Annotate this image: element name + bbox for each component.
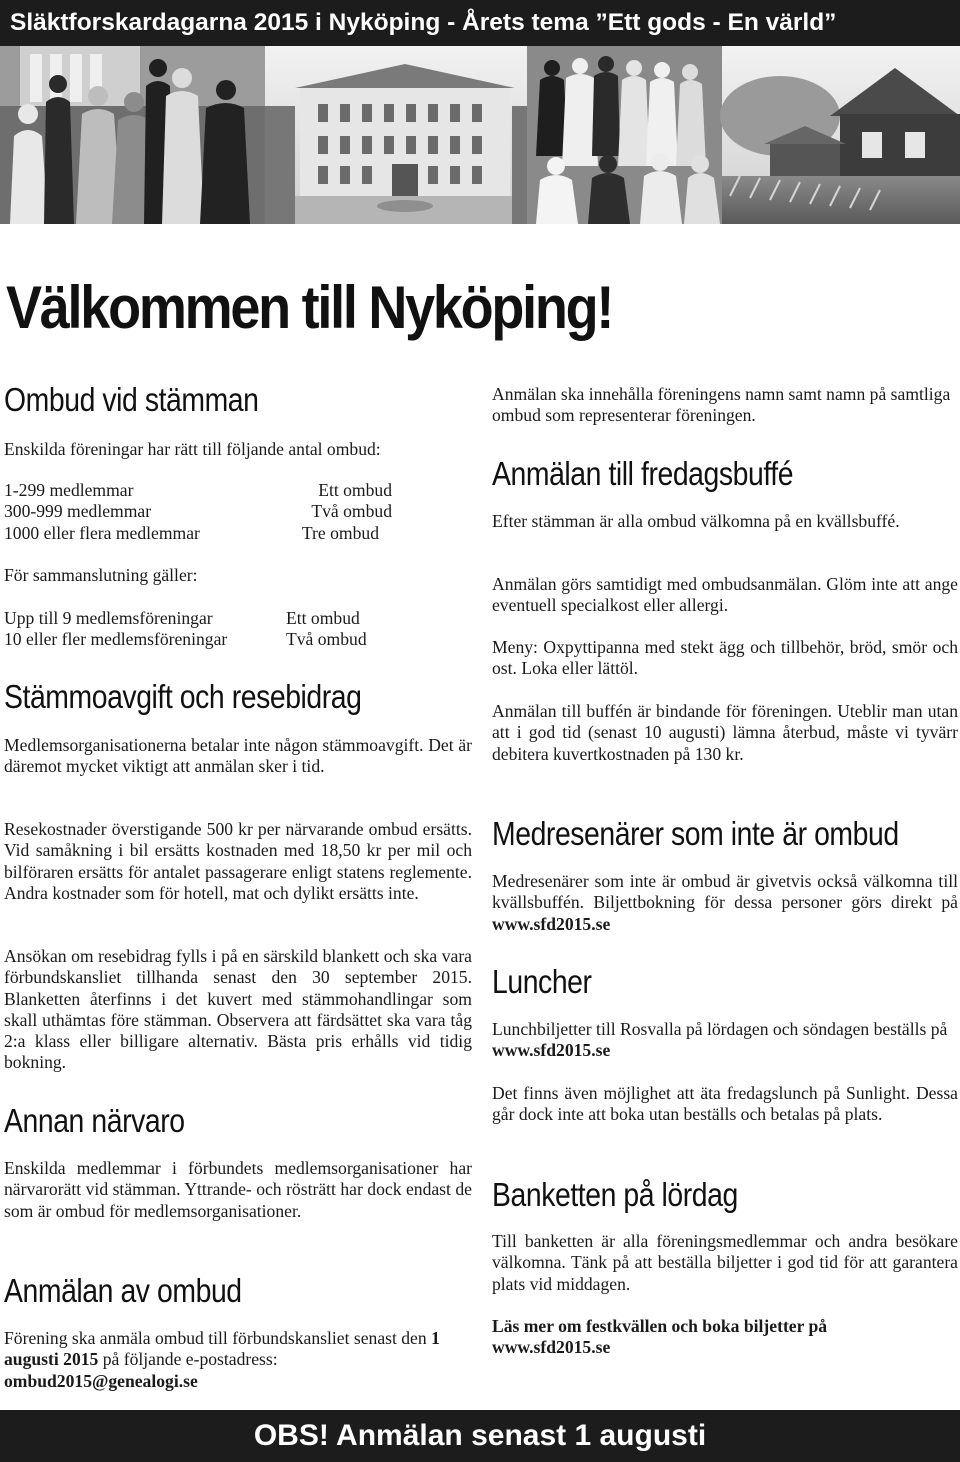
avgift-paragraph-2: Resekostnader överstigande 500 kr per närvarande ombud ersätts. Vid samåkning i bil ersätts kostnaden med 18,50 kr per mil och bilföraren ersätts för antalet passagerare enligt statens reglemente. Andra kostnader som för hotell, mat och dylikt ersätts inte.: [4, 819, 472, 903]
email-address[interactable]: ombud2015@genealogi.se: [4, 1370, 198, 1391]
heading-fredagsbuffe: Anmälan till fredagsbuffé: [492, 455, 794, 492]
fredag-paragraph-1: Efter stämman är alla ombud välkomna på en kvällsbuffé.: [492, 511, 900, 531]
anmalan-text: Förening ska anmäla ombud till förbundskansliet senast den: [4, 1328, 432, 1348]
delegate-count: Ett ombud: [286, 608, 360, 628]
annan-paragraph: Enskilda medlemmar i förbundets medlemsorganisationer har närvarorätt vid stämman. Yttrande- och rösträtt har dock endast de som är ombud för medlemsorganisationer.: [4, 1158, 472, 1221]
heading-annan-narvaro: Annan närvaro: [4, 1102, 185, 1139]
association-range: Upp till 9 medlemsföreningar: [4, 608, 213, 628]
ombud-intro: Enskilda föreningar har rätt till följande antal ombud:: [4, 439, 381, 459]
luncher-paragraph-2: Det finns även möjlighet att äta fredagslunch på Sunlight. Dessa går dock inte att boka utan beställs och betalas på plats.: [492, 1083, 958, 1125]
website-link[interactable]: www.sfd2015.se: [492, 1040, 611, 1061]
header-photo-collage: [0, 46, 960, 224]
medresenar-text: Medresenärer som inte är ombud är givetvis också välkomna till kvällsbuffén. Biljettbokning för dessa personer görs direkt på: [492, 871, 958, 913]
photo-staff-portrait: [527, 46, 722, 224]
photo-collage-image: [0, 46, 960, 224]
heading-anmalan-ombud: Anmälan av ombud: [4, 1272, 242, 1309]
deadline-banner: OBS! Anmälan senast 1 augusti: [0, 1410, 960, 1462]
association-table: [4, 608, 367, 651]
heading-banketten: Banketten på lördag: [492, 1176, 738, 1213]
anmalan-text: på följande e-postadress:: [98, 1349, 278, 1370]
luncher-paragraph-1: [492, 1019, 958, 1062]
medresenar-paragraph: [492, 871, 958, 935]
banketten-link-paragraph[interactable]: Läs mer om festkvällen och boka biljetter på www.sfd2015.se: [492, 1316, 828, 1358]
member-table: [4, 480, 392, 544]
association-row: [4, 608, 367, 629]
luncher-text: Lunchbiljetter till Rosvalla på lördagen och söndagen beställs på: [492, 1019, 948, 1039]
fredag-menu: Meny: Oxpyttipanna med stekt ägg och tillbehör, bröd, smör och ost. Loka eller lättöl.: [492, 637, 958, 679]
member-row: [4, 480, 392, 501]
anmalan-content-paragraph: Anmälan ska innehålla föreningens namn samt namn på samtliga ombud som representerar föreningen.: [492, 384, 951, 426]
delegate-count: Två ombud: [311, 501, 392, 522]
delegate-count: Tre ombud: [301, 522, 379, 543]
photo-cottage: [720, 46, 960, 224]
avgift-paragraph-3: Ansökan om resebidrag fylls i på en särskild blankett och ska vara förbundskansliet tillhanda senast den 30 september 2015. Blanketten återfinns i det kuvert med stämmohandlingar som skall uthämtas före stämman. Observera att färdsättet ska vara tåg 2:a klass eller billigare alternativ. Bästa pris erhålls vid tidig bokning.: [4, 946, 472, 1073]
header-banner: Släktforskardagarna 2015 i Nyköping - Årets tema ”Ett gods - En värld”: [0, 0, 960, 46]
association-row: [4, 629, 367, 650]
member-row: [4, 501, 392, 522]
anmalan-paragraph: [4, 1328, 472, 1392]
member-range: 1000 eller flera medlemmar: [4, 522, 200, 543]
photo-manor-house: [265, 46, 527, 224]
fredag-paragraph-4: Anmälan till buffén är bindande för föreningen. Uteblir man utan att i god tid (senast 10 augusti) lämna återbud, måste vi tyvärr debitera kuvertkostnaden på 130 kr.: [492, 701, 958, 764]
delegate-count: Två ombud: [286, 629, 367, 650]
banketten-paragraph-1: Till banketten är alla föreningsmedlemmar och andra besökare välkomna. Tänk på att beställa biljetter i god tid för att garantera plats vid middagen.: [492, 1231, 958, 1294]
deadline-date: 1 augusti 2015: [4, 1328, 440, 1370]
delegate-count: Ett ombud: [318, 480, 392, 500]
heading-luncher: Luncher: [492, 963, 592, 1000]
sammanslutning-label: För sammanslutning gäller:: [4, 565, 198, 585]
photo-group-portrait: [0, 46, 265, 224]
member-row: [4, 523, 392, 544]
page-title: Välkommen till Nyköping!: [6, 274, 613, 341]
heading-medresenarer: Medresenärer som inte är ombud: [492, 815, 899, 852]
avgift-paragraph-1: Medlemsorganisationerna betalar inte någon stämmoavgift. Det är däremot mycket viktigt att anmälan sker i tid.: [4, 735, 472, 777]
member-range: 300-999 medlemmar: [4, 501, 152, 522]
association-range: 10 eller fler medlemsföreningar: [4, 629, 228, 650]
fredag-paragraph-2: Anmälan görs samtidigt med ombudsanmälan. Glöm inte att ange eventuell specialkost eller allergi.: [492, 574, 958, 616]
heading-ombud: Ombud vid stämman: [4, 381, 259, 418]
member-range: 1-299 medlemmar: [4, 480, 134, 500]
website-link[interactable]: www.sfd2015.se: [492, 913, 611, 934]
heading-avgift: Stämmoavgift och resebidrag: [4, 678, 362, 715]
